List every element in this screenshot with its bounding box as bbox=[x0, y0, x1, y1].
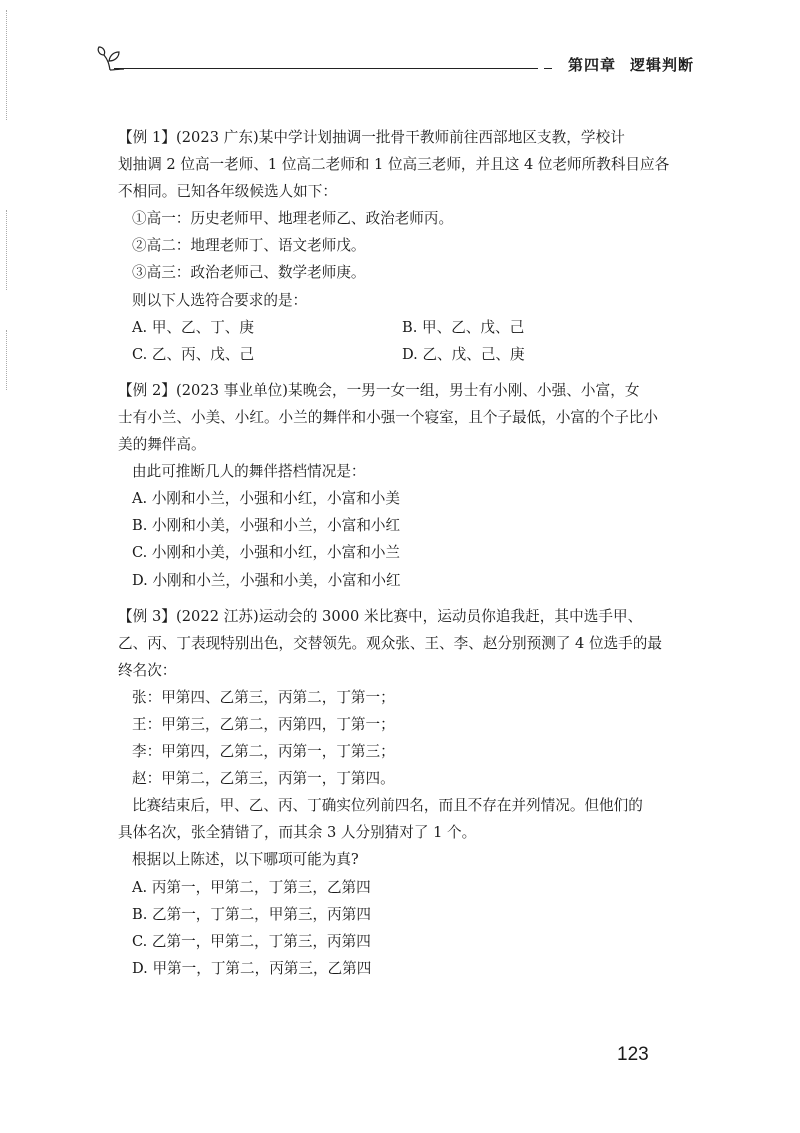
example-1 bbox=[118, 124, 688, 368]
example-2 bbox=[118, 377, 688, 594]
question-text-line: 具体名次，张全猜错了，而其余 3 人分别猜对了 1 个。 bbox=[118, 824, 477, 842]
question-text-line: 比赛结束后，甲、乙、丙、丁确实位列前四名，而且不存在并列情况。但他们的 bbox=[132, 797, 643, 815]
binding-margin-marks bbox=[6, 330, 9, 390]
option-row bbox=[118, 341, 688, 368]
header-rule-dash bbox=[544, 68, 552, 69]
question-text-line: 美的舞伴高。 bbox=[118, 436, 206, 454]
option-d: D. 甲第一，丁第二，丙第三，乙第四 bbox=[132, 959, 372, 977]
binding-margin-marks bbox=[6, 210, 9, 290]
example-3 bbox=[118, 603, 688, 982]
prediction-line: 张：甲第四、乙第三，丙第二，丁第一； bbox=[132, 688, 395, 706]
question-text-line: 【例 1】(2023 广东)某中学计划抽调一批骨干教师前往西部地区支教，学校计 bbox=[118, 129, 625, 146]
option-d: D. 小刚和小兰，小强和小美，小富和小红 bbox=[132, 571, 401, 589]
page-body bbox=[118, 124, 688, 982]
question-text-line: 【例 3】(2022 江苏)运动会的 3000 米比赛中，运动员你追我赶，其中选手甲、 bbox=[118, 607, 643, 625]
question-text-line: 【例 2】(2023 事业单位)某晚会，一男一女一组，男士有小刚、小强、小富，女 bbox=[118, 381, 640, 399]
option-c: C. 乙、丙、戊、己 bbox=[132, 345, 255, 363]
leaf-icon bbox=[96, 44, 126, 74]
binding-margin-marks bbox=[6, 10, 9, 120]
chapter-heading bbox=[568, 54, 694, 75]
page-number: 123 bbox=[617, 1044, 649, 1065]
option-b: B. 甲、乙、戊、己 bbox=[402, 318, 525, 336]
prediction-line: 李：甲第四，乙第二，丙第一，丁第三； bbox=[132, 743, 395, 761]
question-text-line: 乙、丙、丁表现特别出色，交替领先。观众张、王、李、赵分别预测了 4 位选手的最 bbox=[118, 634, 662, 652]
condition-line: ③高三：政治老师己、数学老师庚。 bbox=[132, 264, 366, 282]
question-text-line: 士有小兰、小美、小红。小兰的舞伴和小强一个寝室，且个子最低，小富的个子比小 bbox=[118, 408, 658, 426]
option-a: A. 丙第一，甲第二，丁第三，乙第四 bbox=[132, 878, 371, 896]
question-text-line: 划抽调 2 位高一老师、1 位高二老师和 1 位高三老师，并且这 4 位老师所教科目应各 bbox=[118, 156, 670, 174]
condition-line: ①高一：历史老师甲、地理老师乙、政治老师丙。 bbox=[132, 210, 454, 228]
prediction-line: 赵：甲第二，乙第三，丙第一，丁第四。 bbox=[132, 770, 395, 788]
question-prompt: 由此可推断几人的舞伴搭档情况是： bbox=[132, 463, 366, 481]
chapter-title: 逻辑判断 bbox=[629, 56, 694, 74]
question-text-line: 不相同。已知各年级候选人如下： bbox=[118, 183, 337, 201]
running-header bbox=[96, 44, 700, 74]
option-row bbox=[118, 314, 688, 341]
question-prompt: 则以下人选符合要求的是： bbox=[132, 291, 308, 309]
question-prompt: 根据以上陈述，以下哪项可能为真? bbox=[132, 851, 359, 869]
option-c: C. 乙第一，甲第二，丁第三，丙第四 bbox=[132, 932, 371, 950]
prediction-line: 王：甲第三，乙第二，丙第四，丁第一； bbox=[132, 715, 395, 733]
option-a: A. 甲、乙、丁、庚 bbox=[132, 318, 254, 336]
option-a: A. 小刚和小兰，小强和小红，小富和小美 bbox=[132, 490, 400, 508]
option-d: D. 乙、戊、己、庚 bbox=[402, 345, 525, 363]
option-b: B. 乙第一，丁第二，甲第三，丙第四 bbox=[132, 905, 371, 923]
option-b: B. 小刚和小美，小强和小兰，小富和小红 bbox=[132, 517, 401, 535]
question-text-line: 终名次： bbox=[118, 661, 177, 679]
condition-line: ②高二：地理老师丁、语文老师戊。 bbox=[132, 237, 366, 255]
header-rule bbox=[114, 68, 538, 69]
chapter-number: 第四章 bbox=[567, 56, 616, 74]
option-c: C. 小刚和小美，小强和小红，小富和小兰 bbox=[132, 544, 401, 562]
